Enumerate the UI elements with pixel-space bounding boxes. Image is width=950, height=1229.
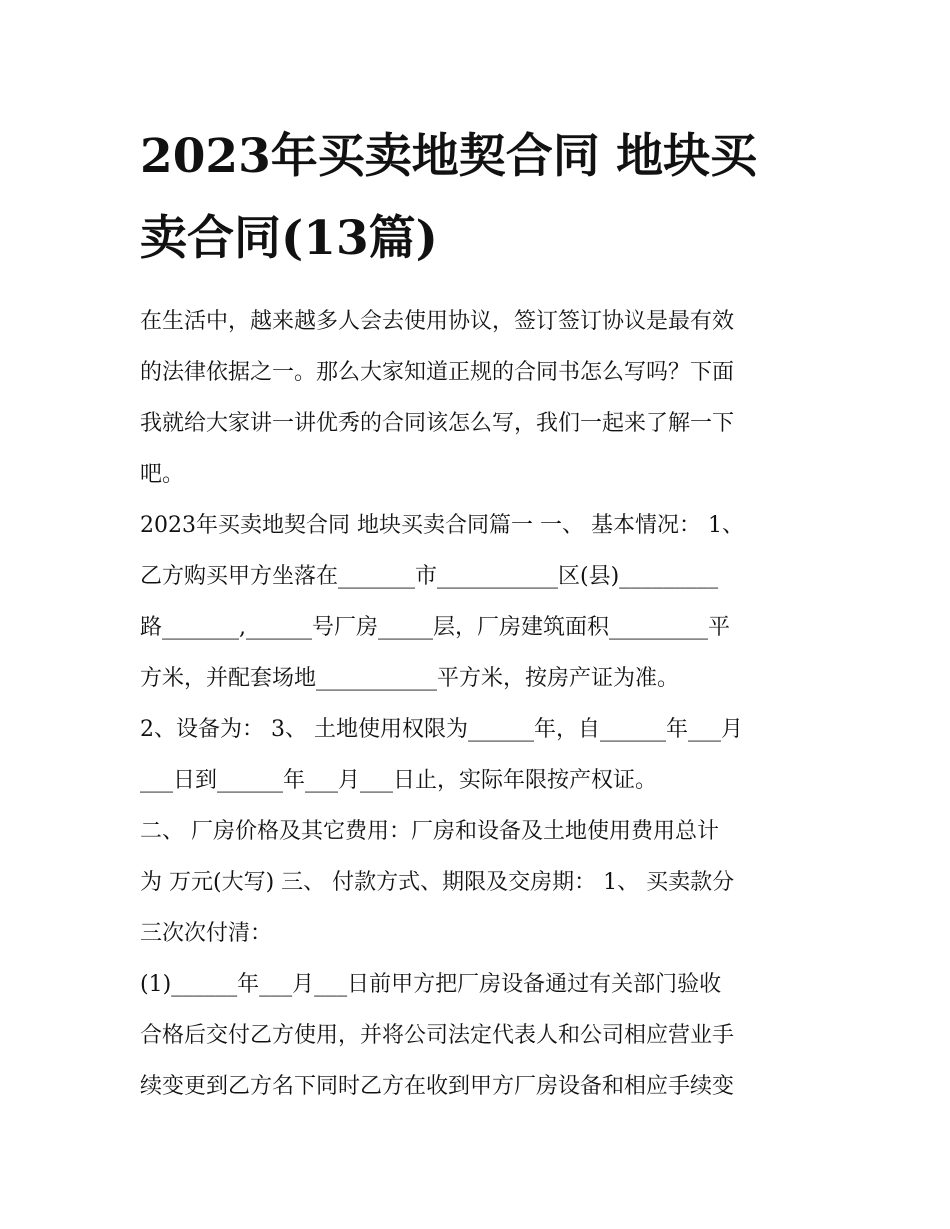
text-line: 续变更到乙方名下同时乙方在收到甲方厂房设备和相应手续变 (140, 1074, 735, 1099)
text-line: 路_______,______号厂房_____层，厂房建筑面积_________平 (140, 615, 730, 640)
text-line: 2023年买卖地契合同 地块买卖合同篇一 一、 基本情况： 1、 (140, 513, 744, 538)
title-line-2: 卖合同(13篇) (140, 211, 438, 266)
paragraph-intro (140, 296, 815, 500)
text-line: 为 万元(大写) 三、 付款方式、期限及交房期： 1、 买卖款分 (140, 870, 735, 895)
text-line: 我就给大家讲一讲优秀的合同该怎么写，我们一起来了解一下 (140, 411, 735, 436)
text-line: ___日到______年___月___日止，实际年限按产权证。 (140, 768, 658, 793)
document-page (140, 116, 815, 1112)
document-title (140, 116, 815, 280)
text-line: 合格后交付乙方使用，并将公司法定代表人和公司相应营业手 (140, 1023, 735, 1048)
text-line: 方米，并配套场地___________平方米，按房产证为准。 (140, 666, 680, 691)
paragraph-basic-info (140, 500, 815, 704)
paragraph-payment (140, 959, 815, 1112)
document-body (140, 296, 815, 1112)
text-line: 的法律依据之一。那么大家知道正规的合同书怎么写吗？下面 (140, 360, 735, 385)
paragraph-price (140, 806, 815, 959)
text-line: 2、设备为： 3、 土地使用权限为______年，自______年___月 (140, 717, 743, 742)
text-line: 乙方购买甲方坐落在_______市___________区(县)_________ (140, 564, 719, 589)
text-line: (1)______年___月___日前甲方把厂房设备通过有关部门验收 (140, 972, 722, 997)
text-line: 二、 厂房价格及其它费用：厂房和设备及土地使用费用总计 (140, 819, 719, 844)
text-line: 吧。 (140, 462, 185, 487)
text-line: 在生活中，越来越多人会去使用协议，签订签订协议是最有效 (140, 309, 735, 334)
title-line-1: 2023年买卖地契合同 地块买 (140, 129, 758, 184)
paragraph-equipment (140, 704, 815, 806)
text-line: 三次次付清： (140, 921, 273, 946)
